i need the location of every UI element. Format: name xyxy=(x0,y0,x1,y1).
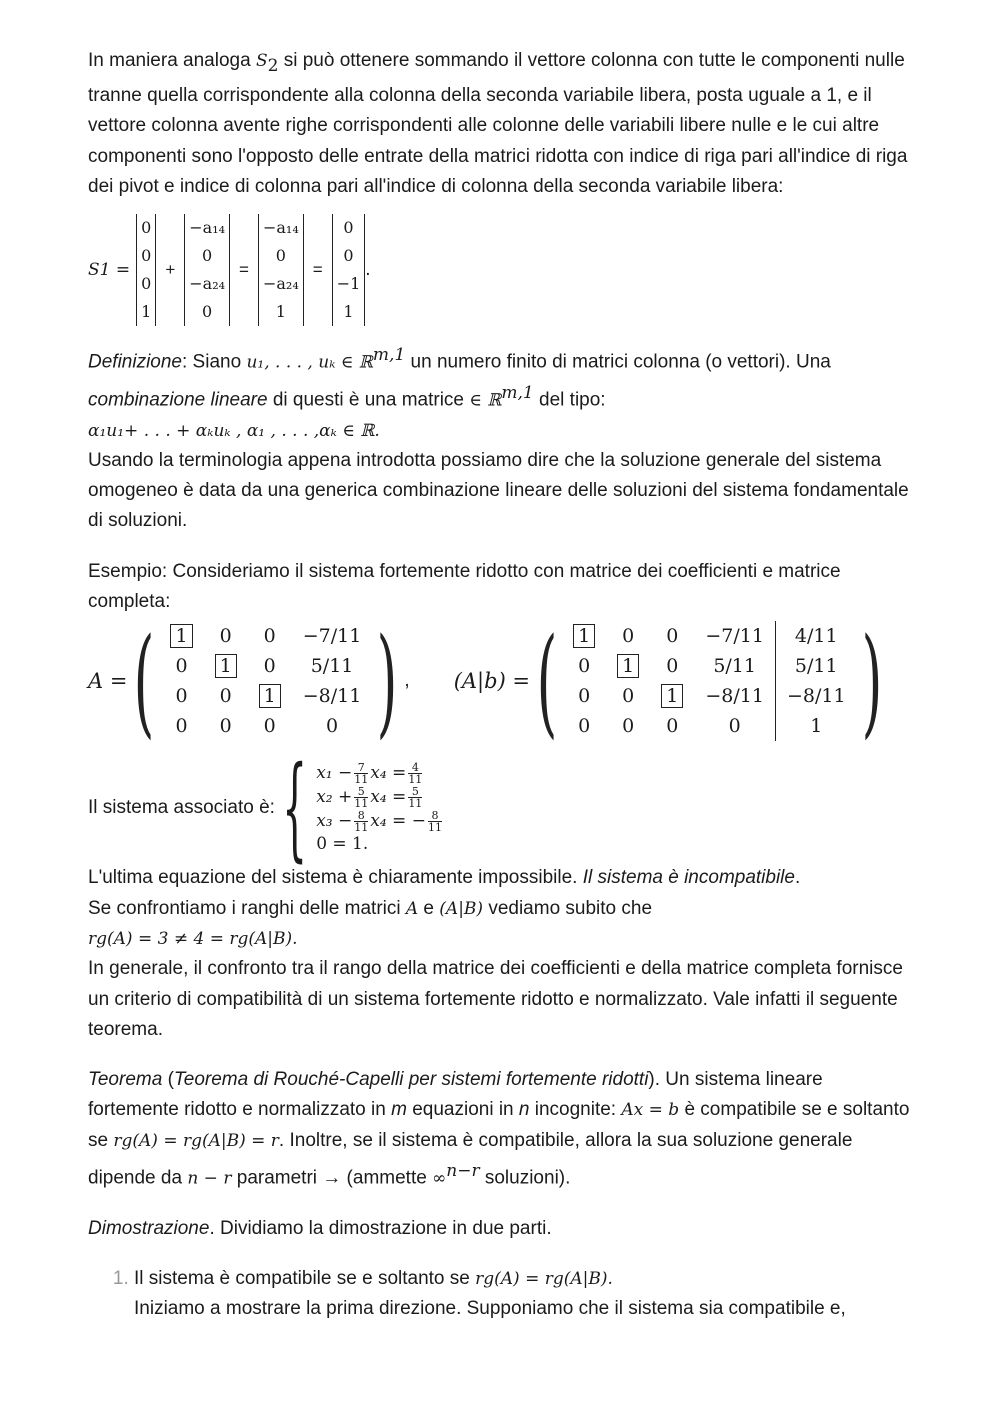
math-vectors: u₁, . . . , uₖ ∈ ℝ xyxy=(246,352,373,373)
pivot-cell: 1 xyxy=(259,684,281,708)
list-item xyxy=(134,1264,918,1325)
fraction xyxy=(354,786,368,809)
matrix-cell: 0 xyxy=(694,711,775,741)
system-row xyxy=(316,809,444,833)
matrix-ab xyxy=(562,621,856,741)
matrix-cell: 0 xyxy=(578,685,591,708)
vector-entry: −a₂₄ xyxy=(262,274,299,294)
matrix-cell: −7/11 xyxy=(694,621,775,651)
matrix-cell: 0 xyxy=(666,625,679,648)
math-axb: Ax = b xyxy=(621,1100,680,1121)
theorem-text: incognite: xyxy=(529,1099,622,1121)
pivot-cell: 1 xyxy=(661,684,683,708)
ranks-text: vediamo subito che xyxy=(483,897,653,919)
vector-entry: 1 xyxy=(141,302,152,322)
vector-entry: 0 xyxy=(275,246,286,266)
intro-paragraph xyxy=(88,46,918,202)
vector-entry: 0 xyxy=(343,218,354,238)
ranks-text: e xyxy=(418,897,440,919)
pivot-cell: 1 xyxy=(215,654,237,678)
numerator: 8 xyxy=(354,810,368,822)
proof-list xyxy=(88,1264,918,1325)
period: . xyxy=(365,259,371,281)
left-brace-icon: { xyxy=(282,743,308,874)
vector-entry: 1 xyxy=(275,302,286,322)
eq-left: x₃ − xyxy=(316,810,353,831)
matrix-cell: 4/11 xyxy=(794,625,838,648)
system-equations xyxy=(316,761,444,856)
matrix-cell: 0 xyxy=(326,715,339,738)
vector-entry: 0 xyxy=(141,274,152,294)
denominator: 11 xyxy=(354,796,369,810)
fraction xyxy=(408,786,422,809)
matrix-cell: −8/11 xyxy=(786,685,846,708)
denominator: 11 xyxy=(427,820,442,834)
denominator: 11 xyxy=(354,820,369,834)
intro-text: In maniera analoga xyxy=(88,50,256,71)
fraction xyxy=(354,762,368,785)
eq-right: x₄ = xyxy=(370,786,407,807)
item-math: rg(A) = rg(A|B). xyxy=(475,1268,613,1289)
matrix-cell: 0 xyxy=(263,625,276,648)
matrix-cell: −7/11 xyxy=(302,625,362,648)
matrix-cell: −8/11 xyxy=(694,681,775,711)
equals-sign: = xyxy=(239,260,249,280)
matrix-cell: 0 xyxy=(219,715,232,738)
matrix-cell: 0 xyxy=(219,625,232,648)
fraction xyxy=(428,810,442,833)
matrix-cell: 0 xyxy=(263,715,276,738)
combination-formula: α₁u₁+ . . . + αₖuₖ , α₁ , . . . ,αₖ ∈ ℝ. xyxy=(88,420,380,441)
theorem-text: . Inoltre, se il sistema è compatibile, allora la sua soluzione generale dipende da xyxy=(88,1129,853,1189)
item-text-continued: Iniziamo a mostrare la prima direzione. Supponiamo che il sistema sia compatibile e, xyxy=(134,1298,846,1320)
document-page xyxy=(88,46,918,1325)
eq-right: x₄ = xyxy=(370,762,407,783)
vector-entry: 0 xyxy=(202,302,213,322)
vector-2 xyxy=(184,214,230,326)
matrix-cell: 0 xyxy=(578,715,591,738)
theorem-text: soluzioni). xyxy=(479,1167,571,1189)
matrix-cell: 0 xyxy=(578,655,591,678)
fraction xyxy=(354,810,368,833)
theorem-paragraph xyxy=(88,1065,918,1194)
infinity-symbol: ∞ xyxy=(432,1168,447,1189)
ranks-formula: rg(A) = 3 ≠ 4 = rg(A|B). xyxy=(88,928,298,949)
definition-text: un numero finito di matrici colonna (o vettori). Una xyxy=(405,351,831,373)
s1-label: S1 = xyxy=(88,260,131,281)
math-sup: n−r xyxy=(446,1160,480,1181)
s1-equation xyxy=(88,214,918,326)
matrix-a-label: A = xyxy=(88,669,128,694)
intro-text-continued: si può ottenere sommando il vettore colonna con tutte le componenti nulle tranne quella corrispondente alla colonna della seconda variabile libera, posta uguale a 1, e il vettore colonna avente righe corrispondenti alle colonne delle variabili libere nulle e le cui altre componenti sono l'opposto delle entrate della matrici ridotta con indice di riga pari all'indice di riga dei pivot e indice di colonna pari all'indice di colonna della seconda variabile libera: xyxy=(88,50,908,197)
impossible-line xyxy=(88,863,918,893)
matrix-ab-label: (A|b) = xyxy=(453,669,531,694)
matrices-row xyxy=(88,612,918,751)
denominator: 11 xyxy=(408,772,423,786)
vector-entry: 0 xyxy=(141,246,152,266)
theorem-text: ( xyxy=(162,1069,174,1091)
matrix-cell: 0 xyxy=(219,685,232,708)
right-paren-icon: ) xyxy=(861,612,882,751)
matrix-cell: 5/11 xyxy=(310,655,354,678)
pivot-cell: 1 xyxy=(573,624,595,648)
vector-entry: 0 xyxy=(202,246,213,266)
matrix-cell: 0 xyxy=(622,685,635,708)
definition-text: di questi è una matrice xyxy=(267,389,470,411)
plus-sign: + xyxy=(165,260,176,280)
right-paren-icon: ) xyxy=(377,612,398,751)
matrix-cell: 1 xyxy=(810,715,823,738)
math-sup: m,1 xyxy=(372,345,406,366)
math-n: n xyxy=(518,1099,530,1121)
matrix-cell: 0 xyxy=(263,655,276,678)
comma: , xyxy=(404,670,410,692)
vector-3 xyxy=(258,214,304,326)
proof-text: . Dividiamo la dimostrazione in due parti. xyxy=(209,1217,552,1239)
matrix-cell: 0 xyxy=(666,715,679,738)
definition-paragraph xyxy=(88,340,918,415)
vector-4 xyxy=(332,214,366,326)
math-a: A xyxy=(405,898,419,919)
fraction xyxy=(408,762,422,785)
left-paren-icon: ( xyxy=(536,612,558,751)
ranks-text: Se confrontiamo i ranghi delle matrici xyxy=(88,897,406,919)
ranks-line xyxy=(88,894,918,924)
math-set: ∈ ℝ xyxy=(469,390,502,411)
math-s2-sub: 2 xyxy=(267,55,279,76)
definition-term: combinazione lineare xyxy=(88,389,268,411)
math-m: m xyxy=(391,1099,407,1121)
system-block xyxy=(88,743,918,874)
system-row: 0 = 1. xyxy=(316,833,369,854)
theorem-text: equazioni in xyxy=(406,1099,519,1121)
general-paragraph: In generale, il confronto tra il rango della matrice dei coefficienti e della matrice completa fornisce un criterio di compatibilità di un sistema fortemente ridotto e normalizzato. Vale infatti il seguente teorema. xyxy=(88,958,903,1040)
impossible-text: L'ultima equazione del sistema è chiaramente impossibile. xyxy=(88,867,583,889)
denominator: 11 xyxy=(354,772,369,786)
incompatible-text: Il sistema è incompatibile xyxy=(582,867,795,889)
theorem-text: ). Un sistema lineare fortemente ridotto e normalizzato in xyxy=(88,1069,823,1121)
definition-followup: Usando la terminologia appena introdotta possiamo dire che la soluzione generale del sistema omogeneo è data da una generica combinazione lineare delle soluzioni del sistema fondamentale di soluzioni. xyxy=(88,449,909,532)
definition-text: : Siano xyxy=(182,351,247,373)
matrix-cell: 0 xyxy=(622,715,635,738)
eq-left: x₁ − xyxy=(316,762,353,783)
pivot-cell: 1 xyxy=(617,654,639,678)
vector-entry: 1 xyxy=(343,302,354,322)
matrix-cell: 5/11 xyxy=(794,655,838,678)
numerator: 5 xyxy=(408,786,422,798)
numerator: 4 xyxy=(408,762,422,774)
matrix-cell: 0 xyxy=(622,625,635,648)
eq-left: x₂ + xyxy=(316,786,353,807)
math-ab: (A|B) xyxy=(439,898,484,919)
definition-text: del tipo: xyxy=(533,389,606,411)
proof-title: Dimostrazione xyxy=(88,1217,210,1239)
vector-entry: 0 xyxy=(141,218,152,238)
theorem-name: Teorema di Rouché-Capelli per sistemi fortemente ridotti xyxy=(173,1069,649,1091)
math-condition: rg(A) = rg(A|B) = r xyxy=(113,1130,279,1151)
vector-entry: −a₁₄ xyxy=(262,218,299,238)
numerator: 7 xyxy=(354,762,368,774)
vector-entry: −1 xyxy=(336,274,361,294)
theorem-title: Teorema xyxy=(88,1069,163,1091)
numerator: 8 xyxy=(428,810,442,822)
eq-right: x₄ = − xyxy=(370,810,426,831)
vector-entry: −a₂₄ xyxy=(189,274,226,294)
math-sup: m,1 xyxy=(501,382,534,403)
matrix-cell: 0 xyxy=(666,655,679,678)
system-label: Il sistema associato è: xyxy=(88,797,275,819)
matrix-cell: 0 xyxy=(175,655,188,678)
item-text: Il sistema è compatibile se e soltanto se xyxy=(134,1267,476,1289)
matrix-cell: 0 xyxy=(175,685,188,708)
period: . xyxy=(794,867,801,889)
matrix-cell: 0 xyxy=(175,715,188,738)
denominator: 11 xyxy=(408,796,423,810)
matrix-cell: 5/11 xyxy=(694,651,775,681)
system-row xyxy=(316,785,444,809)
math-n-r: n − r xyxy=(187,1168,232,1189)
matrix-a xyxy=(159,621,372,741)
proof-paragraph xyxy=(88,1214,918,1244)
matrix-cell: −8/11 xyxy=(302,685,362,708)
theorem-text: parametri → (ammette xyxy=(231,1167,433,1189)
numerator: 5 xyxy=(354,786,368,798)
vector-entry: 0 xyxy=(343,246,354,266)
theorem-text: è compatibile se e soltanto se xyxy=(88,1099,910,1151)
equals-sign: = xyxy=(312,260,323,280)
vector-entry: −a₁₄ xyxy=(189,218,226,238)
math-s2: S xyxy=(255,51,268,71)
vector-1 xyxy=(136,214,156,326)
system-row xyxy=(316,761,444,785)
example-intro: Esempio: Consideriamo il sistema fortemente ridotto con matrice dei coefficienti e matrice completa: xyxy=(88,560,841,613)
left-paren-icon: ( xyxy=(134,612,155,751)
pivot-cell: 1 xyxy=(170,624,192,648)
definition-title: Definizione xyxy=(88,351,182,373)
